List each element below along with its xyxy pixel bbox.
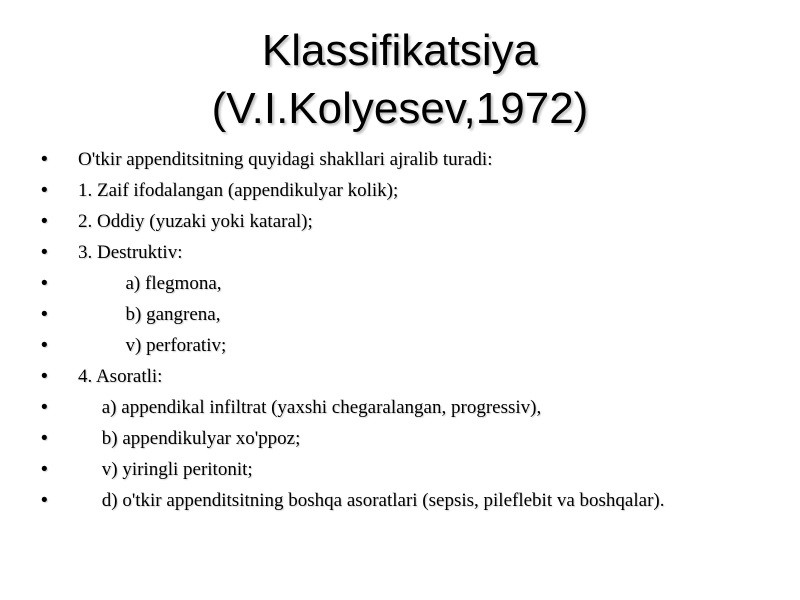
- bullet-dot: •: [41, 335, 48, 356]
- bullet-dot: •: [41, 428, 48, 449]
- bullet-text: b) appendikulyar xo'ppoz;: [78, 428, 301, 449]
- bullet-item: [0, 179, 800, 202]
- bullet-text: 3. Destruktiv:: [78, 242, 183, 263]
- bullet-item: [0, 489, 800, 512]
- bullet-item: [0, 334, 800, 357]
- bullet-text: 4. Asoratli:: [78, 366, 163, 387]
- bullet-text: b) gangrena,: [78, 304, 221, 325]
- bullet-dot: •: [41, 490, 48, 511]
- bullet-item: [0, 396, 800, 419]
- bullet-text: 1. Zaif ifodalangan (appendikulyar kolik);: [78, 180, 399, 201]
- bullet-item: [0, 241, 800, 264]
- bullet-dot: •: [41, 397, 48, 418]
- slide-title-line-2: (V.I.Kolyesev,1972): [211, 84, 589, 133]
- bullet-text: v) yiringli peritonit;: [78, 459, 253, 480]
- bullet-text: 2. Oddiy (yuzaki yoki kataral);: [78, 211, 313, 232]
- bullet-item: [0, 458, 800, 481]
- bullet-item: [0, 148, 800, 171]
- bullet-item: [0, 365, 800, 388]
- bullet-text: v) perforativ;: [78, 335, 227, 356]
- bullet-dot: •: [41, 304, 48, 325]
- bullet-dot: •: [41, 149, 48, 170]
- bullet-dot: •: [41, 366, 48, 387]
- bullet-dot: •: [41, 459, 48, 480]
- bullet-text: a) flegmona,: [78, 273, 222, 294]
- bullet-item: [0, 303, 800, 326]
- bullet-dot: •: [41, 180, 48, 201]
- bullet-item: [0, 272, 800, 295]
- slide-title-line-1: Klassifikatsiya: [261, 26, 539, 75]
- bullet-dot: •: [41, 242, 48, 263]
- bullet-text: a) appendikal infiltrat (yaxshi chegaralangan, progressiv),: [78, 397, 542, 418]
- bullet-list: [0, 148, 800, 520]
- slide-title: [0, 22, 800, 138]
- bullet-item: [0, 427, 800, 450]
- bullet-dot: •: [41, 211, 48, 232]
- bullet-dot: •: [41, 273, 48, 294]
- bullet-text: d) o'tkir appenditsitning boshqa asoratlari (sepsis, pileflebit va boshqalar).: [78, 490, 665, 511]
- bullet-item: [0, 210, 800, 233]
- bullet-text: O'tkir appenditsitning quyidagi shakllari ajralib turadi:: [78, 149, 493, 170]
